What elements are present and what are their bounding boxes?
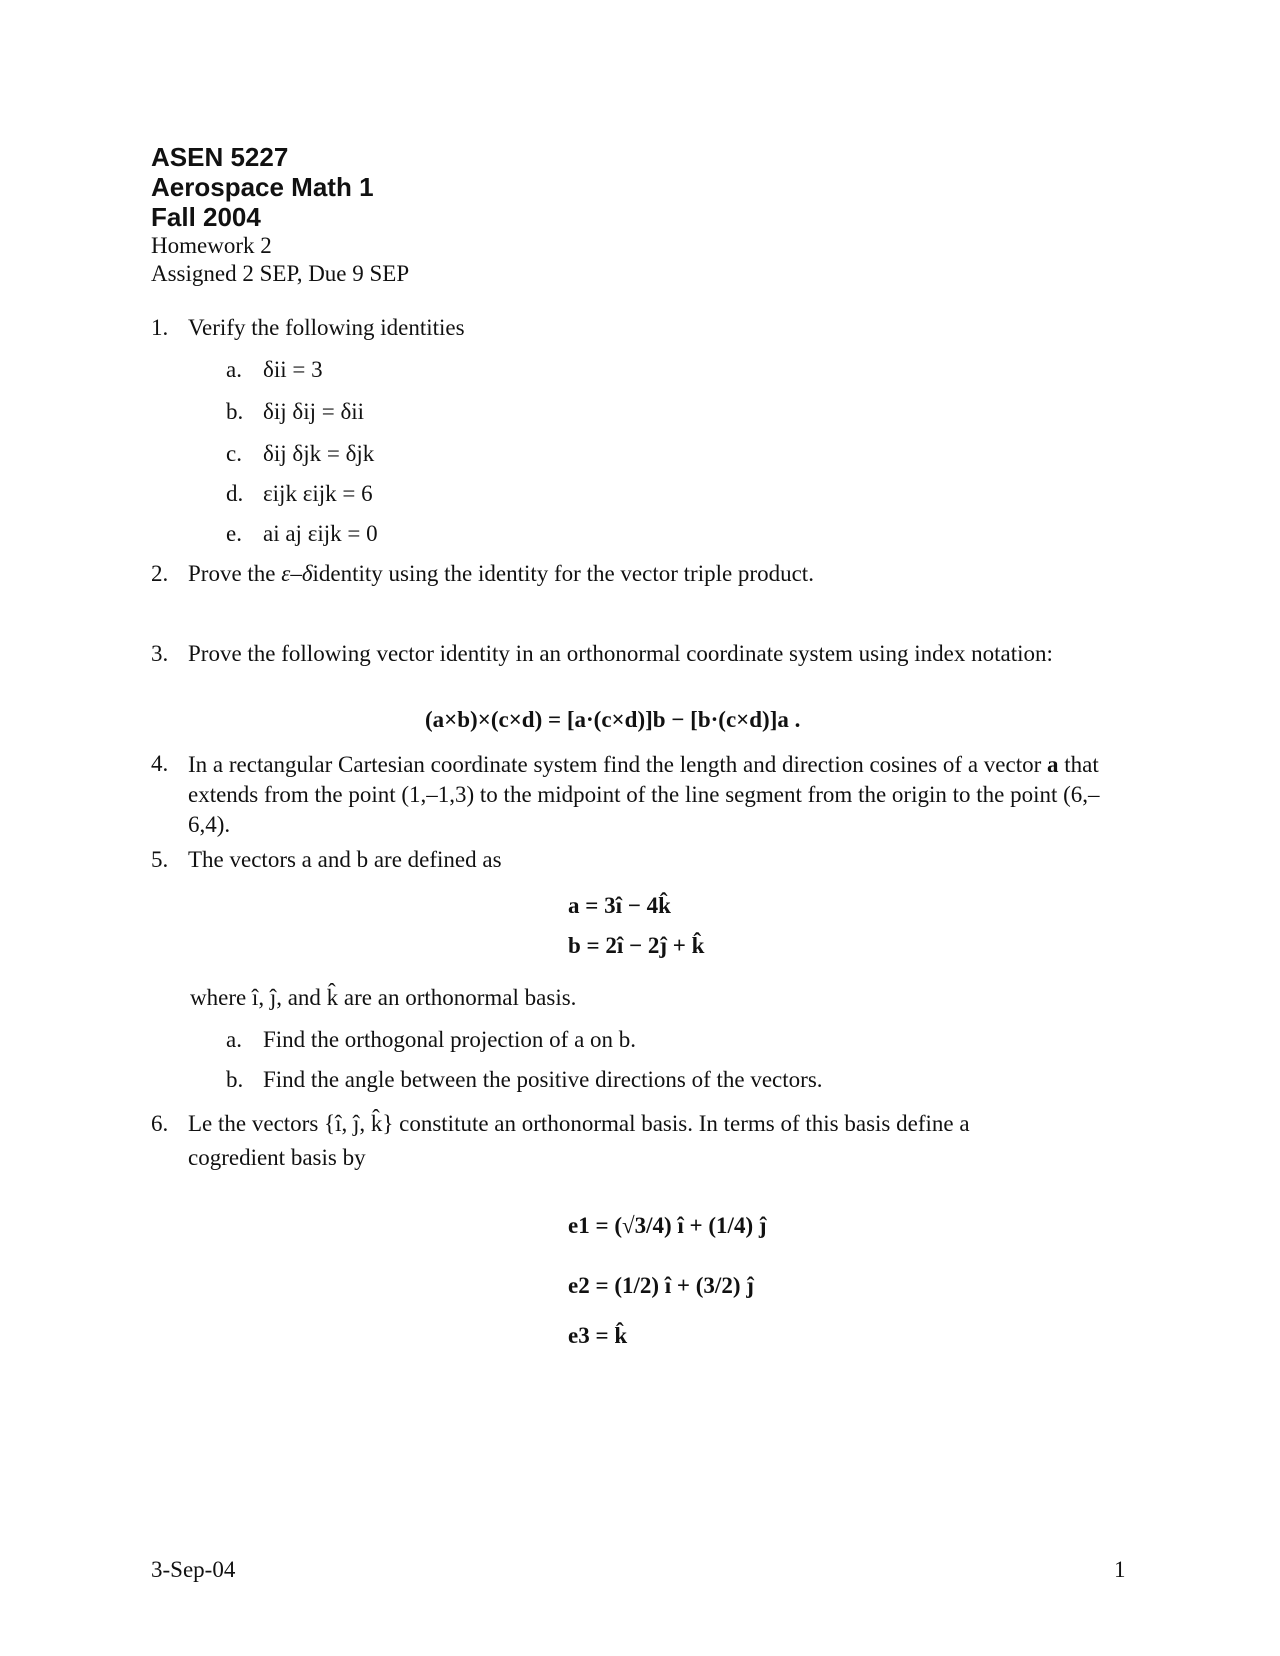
course-term: Fall 2004 <box>151 202 261 232</box>
problem-2-text <box>188 560 814 588</box>
problem-6-number: 6. <box>151 1111 169 1136</box>
problem-5b-label: b. <box>226 1067 244 1092</box>
problem-1a-expr: δii = 3 <box>263 357 323 382</box>
problem-1e-expr: ai aj εijk = 0 <box>263 521 378 546</box>
problem-1b-label: b. <box>226 399 244 424</box>
problem-1-text: Verify the following identities <box>188 315 465 340</box>
problem-4-number: 4. <box>151 751 169 776</box>
problem-6-line1: Le the vectors {î, ĵ, k̂} constitute an orthonormal basis. In terms of this basis define a <box>188 1111 970 1136</box>
homework-label: Homework 2 <box>151 233 272 258</box>
vector-a: a <box>1047 752 1059 777</box>
problem-3-equation: (a×b)×(c×d) = [a·(c×d)]b − [b·(c×d)]a . <box>425 707 801 732</box>
problem-2-number: 2. <box>151 561 169 586</box>
epsilon-delta-symbol: ε–δ <box>281 561 313 586</box>
footer-date: 3-Sep-04 <box>151 1557 236 1582</box>
problem-5-where: where î, ĵ, and k̂ are an orthonormal basis. <box>190 985 577 1010</box>
problem-3-text: Prove the following vector identity in an orthonormal coordinate system using index notation: <box>188 641 1053 666</box>
page-number: 1 <box>1114 1557 1126 1582</box>
problem-1d-label: d. <box>226 481 244 506</box>
problem-5-eq-b: b = 2î − 2ĵ + k̂ <box>568 933 705 958</box>
problem-1-number: 1. <box>151 315 169 340</box>
problem-4-text <box>188 750 1128 840</box>
assigned-due: Assigned 2 SEP, Due 9 SEP <box>151 261 410 286</box>
problem-1b-expr: δij δij = δii <box>263 399 365 424</box>
course-title: Aerospace Math 1 <box>151 172 374 202</box>
problem-1c-label: c. <box>226 441 242 466</box>
course-number: ASEN 5227 <box>151 142 289 172</box>
problem-5-number: 5. <box>151 847 169 872</box>
problem-5-eq-a: a = 3î − 4k̂ <box>568 893 671 918</box>
problem-6-e1: e1 = (√3/4) î + (1/4) ĵ <box>568 1213 767 1238</box>
problem-6-line2: cogredient basis by <box>188 1145 366 1170</box>
problem-5a-text: Find the orthogonal projection of a on b. <box>263 1027 637 1052</box>
problem-4-post: that extends from the point (1,–1,3) to the midpoint of the line segment from the origin to the point (6,–6,4). <box>188 752 1100 837</box>
problem-1d-expr: εijk εijk = 6 <box>263 481 373 506</box>
problem-3-number: 3. <box>151 641 169 666</box>
problem-1a-label: a. <box>226 357 242 382</box>
problem-4-pre: In a rectangular Cartesian coordinate system find the length and direction cosines of a vector <box>188 752 1047 777</box>
problem-5a-label: a. <box>226 1027 242 1052</box>
problem-2-pre: Prove the <box>188 561 282 586</box>
problem-5b-text: Find the angle between the positive directions of the vectors. <box>263 1067 823 1092</box>
problem-1c-expr: δij δjk = δjk <box>263 441 375 466</box>
problem-1e-label: e. <box>226 521 242 546</box>
problem-6-e3: e3 = k̂ <box>568 1323 628 1348</box>
problem-2-post: identity using the identity for the vector triple product. <box>312 561 814 586</box>
problem-6-e2: e2 = (1/2) î + (3/2) ĵ <box>568 1273 754 1298</box>
problem-5-text: The vectors a and b are defined as <box>188 847 502 872</box>
